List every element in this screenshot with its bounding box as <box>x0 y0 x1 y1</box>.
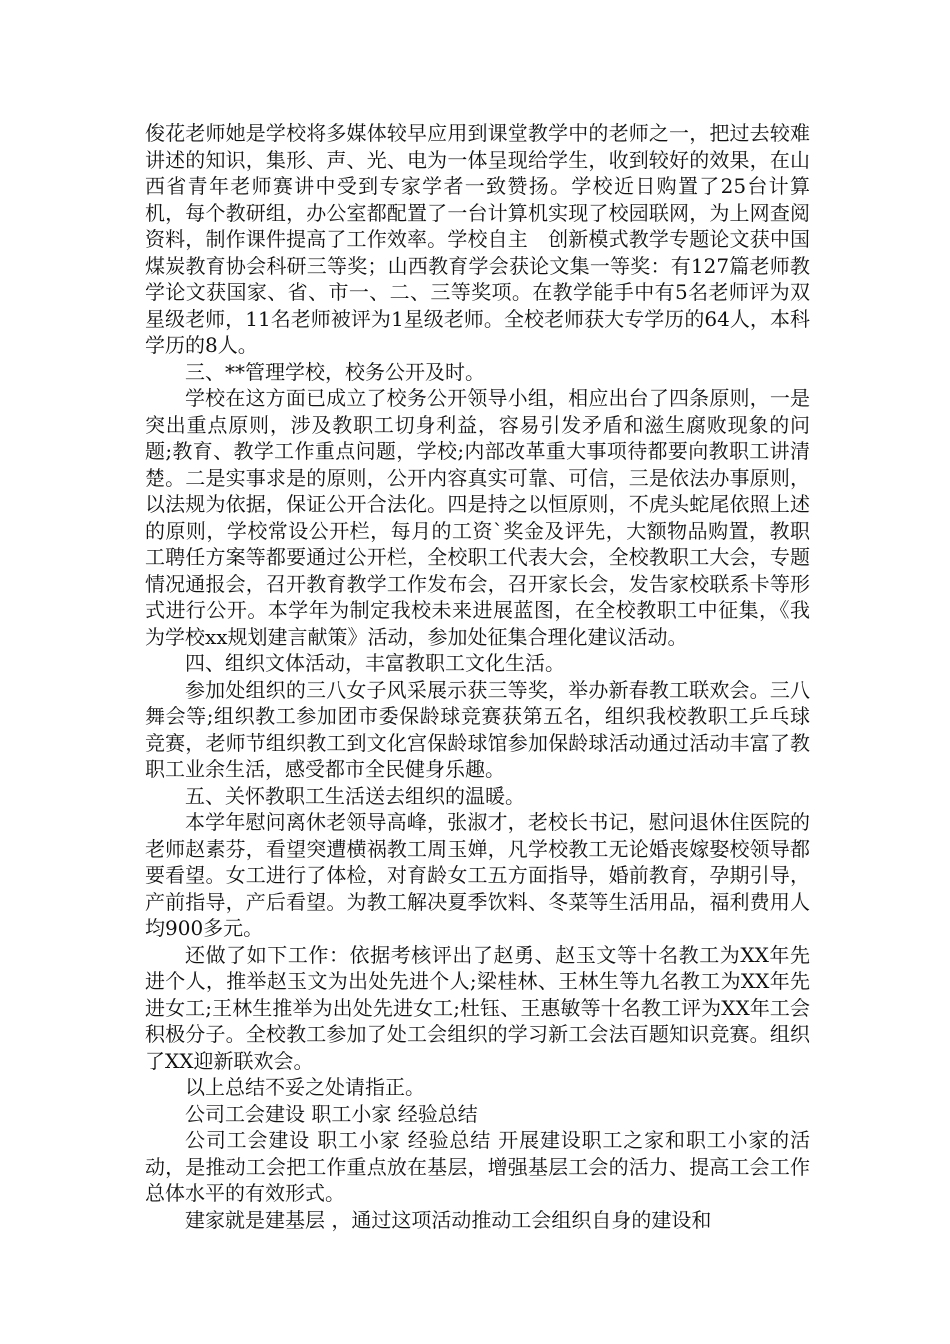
paragraph-3: 参加处组织的三八女子风采展示获三等奖，举办新春教工联欢会。三八舞会等;组织教工参加团市委保龄球竞赛获第五名，组织我校教职工乒乓球竞赛，老师节组织教工到文化宫保龄球馆参加保龄球活动通过活动丰富了教职工业余生活，感受都市全民健身乐趣。 <box>145 677 810 781</box>
paragraph-2: 学校在这方面已成立了校务公开领导小组，相应出台了四条原则，一是突出重点原则，涉及教职工切身利益，容易引发矛盾和滋生腐败现象的问题;教育、教学工作重点问题，学校;内部改革重大事项待都要向教职工讲清楚。二是实事求是的原则，公开内容真实可靠、可信，三是依法办事原则，以法规为依据，保证公开合法化。四是持之以恒原则，不虎头蛇尾依照上述的原则，学校常设公开栏，每月的工资`奖金及评先，大额物品购置，教职工聘任方案等都要通过公开栏，全校职工代表大会，全校教职工大会，专题情况通报会，召开教育教学工作发布会，召开家长会，发告家校联系卡等形式进行公开。本学年为制定我校未来进展蓝图，在全校教职工中征集，《我为学校xx规划建言献策》活动，参加处征集合理化建议活动。 <box>145 386 810 649</box>
paragraph-1: 俊花老师她是学校将多媒体较早应用到课堂教学中的老师之一，把过去较难讲述的知识，集形、声、光、电为一体呈现给学生，收到较好的效果，在山西省青年老师赛讲中受到专家学者一致赞扬。学校近日购置了25台计算机，每个教研组，办公室都配置了一台计算机实现了校园联网，为上网查阅资料，制作课件提高了工作效率。学校自主 创新模式教学专题论文获中国煤炭教育协会科研三等奖；山西教育学会获论文集一等奖：有127篇老师教学论文获国家、省、市一、二、三等奖项。在教学能手中有5名老师评为双星级老师，11名老师被评为1星级老师。全校老师获大专学历的64人，本科学历的8人。 <box>145 121 810 357</box>
section-heading-3: 三、**管理学校，校务公开及时。 <box>185 359 485 384</box>
article-title: 公司工会建设 职工小家 经验总结 <box>185 1101 478 1126</box>
paragraph-4: 本学年慰问离休老领导高峰，张淑才，老校长书记，慰问退休住医院的老师赵素芬，看望突遭横祸教工周玉婵，凡学校教工无论婚丧嫁娶校领导都要看望。女工进行了体检，对育龄女工五方面指导，婚前教育，孕期引导，产前指导，产后看望。为教工解决夏季饮料、冬菜等生活用品，福利费用人均900多元。 <box>145 810 810 940</box>
closing-line: 以上总结不妥之处请指正。 <box>185 1075 425 1099</box>
section-heading-4: 四、组织文体活动，丰富教职工文化生活。 <box>185 651 565 675</box>
section-heading-5: 五、关怀教职工生活送去组织的温暖。 <box>185 783 525 808</box>
paragraph-7: 建家就是建基层 ，通过这项活动推动工会组织自身的建设和 <box>185 1207 712 1232</box>
paragraph-5: 还做了如下工作：依据考核评出了赵勇、赵玉文等十名教工为XX年先进个人，推举赵玉文为出处先进个人;梁桂林、王林生等九名教工为XX年先进女工;王林生推举为出处先进女工;杜钰、王惠敏等十名教工评为XX年工会积极分子。全校教工参加了处工会组织的学习新工会法百题知识竞赛。组织了XX迎新联欢会。 <box>145 942 810 1073</box>
document-page <box>145 120 810 1233</box>
paragraph-6: 公司工会建设 职工小家 经验总结 开展建设职工之家和职工小家的活动，是推动工会把工作重点放在基层，增强基层工会的活力、提高工会工作总体水平的有效形式。 <box>145 1128 810 1205</box>
